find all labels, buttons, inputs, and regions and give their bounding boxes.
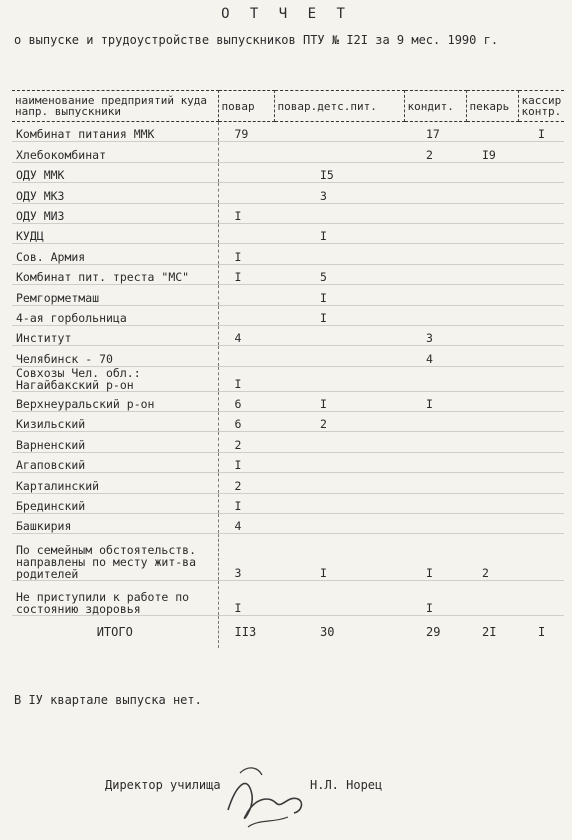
header-cook: повар [218, 91, 274, 122]
table-row [12, 162, 564, 182]
total-label: ИТОГО [12, 616, 218, 649]
value-cell: 3 [218, 534, 274, 581]
value-cell [466, 162, 518, 182]
value-cell [518, 412, 564, 432]
enterprise-name: Верхнеуральский р-он [12, 391, 218, 411]
value-cell: I [518, 122, 564, 142]
value-cell [466, 412, 518, 432]
table-row [12, 452, 564, 472]
value-cell [466, 223, 518, 243]
table-row [12, 412, 564, 432]
value-cell [518, 366, 564, 391]
value-cell: 2 [218, 473, 274, 493]
value-cell: I [404, 534, 466, 581]
total-cell: 2I [466, 616, 518, 649]
header-confectioner: кондит. [404, 91, 466, 122]
value-cell: I9 [466, 142, 518, 162]
table-row [12, 305, 564, 325]
value-cell [518, 493, 564, 513]
header-child-cook: повар.детс.пит. [274, 91, 404, 122]
value-cell [218, 305, 274, 325]
value-cell [274, 473, 404, 493]
enterprise-name: Комбинат питания ММК [12, 122, 218, 142]
header-cashier: кассир контр. [518, 91, 564, 122]
value-cell: 5 [274, 264, 404, 284]
value-cell [218, 223, 274, 243]
value-cell: I [274, 285, 404, 305]
value-cell [404, 264, 466, 284]
header-baker: пекарь [466, 91, 518, 122]
enterprise-name: Челябинск - 70 [12, 346, 218, 366]
signature-title: Директор училища [105, 778, 221, 792]
value-cell [218, 162, 274, 182]
enterprise-name: Не приступили к работе по состоянию здоровья [12, 581, 218, 616]
handwritten-signature-icon [218, 755, 313, 835]
value-cell [274, 346, 404, 366]
table-row [12, 473, 564, 493]
value-cell [274, 325, 404, 345]
total-cell: II3 [218, 616, 274, 649]
value-cell: 17 [404, 122, 466, 142]
value-cell [518, 244, 564, 264]
table-row [12, 346, 564, 366]
value-cell [466, 432, 518, 452]
value-cell [218, 346, 274, 366]
value-cell: 2 [466, 534, 518, 581]
value-cell [466, 244, 518, 264]
value-cell [518, 473, 564, 493]
value-cell [518, 581, 564, 616]
value-cell [404, 285, 466, 305]
enterprise-name: 4-ая горбольница [12, 305, 218, 325]
table-row [12, 325, 564, 345]
value-cell [404, 493, 466, 513]
value-cell: 2 [404, 142, 466, 162]
value-cell [518, 183, 564, 203]
value-cell [518, 391, 564, 411]
value-cell [404, 432, 466, 452]
report-table [12, 90, 564, 648]
value-cell [518, 203, 564, 223]
enterprise-name: Варненский [12, 432, 218, 452]
value-cell [404, 305, 466, 325]
header-enterprise: наименование предприятий куда напр. выпускники [12, 91, 218, 122]
enterprise-name: Брединский [12, 493, 218, 513]
value-cell [274, 142, 404, 162]
value-cell [404, 223, 466, 243]
table-row [12, 366, 564, 391]
value-cell: I [404, 391, 466, 411]
table-row [12, 142, 564, 162]
value-cell [466, 452, 518, 472]
value-cell: I [274, 223, 404, 243]
enterprise-name: ОДУ МКЗ [12, 183, 218, 203]
enterprise-name: ОДУ ММК [12, 162, 218, 182]
enterprise-name: По семейным обстоятельств. направлены по месту жит-ва родителей [12, 534, 218, 581]
value-cell [274, 122, 404, 142]
value-cell: I [218, 493, 274, 513]
value-cell [404, 473, 466, 493]
document-subtitle: о выпуске и трудоустройстве выпускников ПТУ № I2I за 9 мес. 1990 г. [14, 33, 499, 47]
table-row [12, 534, 564, 581]
value-cell: I [274, 391, 404, 411]
value-cell [218, 285, 274, 305]
enterprise-name: Хлебокомбинат [12, 142, 218, 162]
total-cell: 29 [404, 616, 466, 649]
value-cell [466, 473, 518, 493]
value-cell [466, 493, 518, 513]
document-title: О Т Ч Е Т [221, 6, 351, 22]
enterprise-name: Башкирия [12, 514, 218, 534]
value-cell: I [218, 366, 274, 391]
enterprise-name: Институт [12, 325, 218, 345]
value-cell [518, 264, 564, 284]
value-cell [274, 493, 404, 513]
value-cell [218, 142, 274, 162]
value-cell [218, 183, 274, 203]
value-cell [466, 203, 518, 223]
value-cell [404, 183, 466, 203]
value-cell: 2 [274, 412, 404, 432]
value-cell: 2 [218, 432, 274, 452]
value-cell [404, 203, 466, 223]
value-cell: I [274, 534, 404, 581]
value-cell [518, 285, 564, 305]
value-cell [466, 122, 518, 142]
footnote: В IУ квартале выпуска нет. [14, 693, 202, 707]
value-cell [518, 514, 564, 534]
value-cell [274, 432, 404, 452]
enterprise-name: Совхозы Чел. обл.: Нагайбакский р-он [12, 366, 218, 391]
value-cell [274, 452, 404, 472]
value-cell [274, 366, 404, 391]
value-cell [274, 514, 404, 534]
value-cell [518, 325, 564, 345]
total-cell: 30 [274, 616, 404, 649]
value-cell: I [218, 452, 274, 472]
table-row [12, 391, 564, 411]
value-cell [466, 183, 518, 203]
value-cell: 6 [218, 391, 274, 411]
value-cell [404, 452, 466, 472]
report-table-container [12, 90, 564, 648]
value-cell [404, 244, 466, 264]
value-cell [466, 346, 518, 366]
value-cell [404, 366, 466, 391]
value-cell: 4 [218, 514, 274, 534]
table-row [12, 514, 564, 534]
value-cell [518, 223, 564, 243]
table-header-row [12, 91, 564, 122]
value-cell [274, 244, 404, 264]
table-row [12, 493, 564, 513]
value-cell [404, 162, 466, 182]
value-cell [274, 203, 404, 223]
value-cell [274, 581, 404, 616]
value-cell: I [218, 264, 274, 284]
table-row [12, 203, 564, 223]
value-cell [518, 346, 564, 366]
value-cell: 6 [218, 412, 274, 432]
enterprise-name: Карталинский [12, 473, 218, 493]
table-row [12, 183, 564, 203]
value-cell: I [404, 581, 466, 616]
value-cell [466, 305, 518, 325]
value-cell: I [218, 244, 274, 264]
enterprise-name: Комбинат пит. треста "МС" [12, 264, 218, 284]
value-cell [466, 514, 518, 534]
value-cell [518, 142, 564, 162]
value-cell [466, 264, 518, 284]
value-cell: 3 [404, 325, 466, 345]
value-cell [404, 412, 466, 432]
table-body [12, 122, 564, 616]
value-cell [466, 325, 518, 345]
total-cell: I [518, 616, 564, 649]
enterprise-name: Агаповский [12, 452, 218, 472]
value-cell: 4 [218, 325, 274, 345]
table-row [12, 581, 564, 616]
value-cell [518, 534, 564, 581]
value-cell [518, 162, 564, 182]
value-cell [466, 581, 518, 616]
value-cell [466, 391, 518, 411]
table-row [12, 264, 564, 284]
value-cell [466, 366, 518, 391]
total-row [12, 616, 564, 649]
table-row [12, 223, 564, 243]
table-row [12, 285, 564, 305]
value-cell [466, 285, 518, 305]
enterprise-name: Кизильский [12, 412, 218, 432]
value-cell: 3 [274, 183, 404, 203]
value-cell: 4 [404, 346, 466, 366]
value-cell [518, 432, 564, 452]
value-cell [518, 305, 564, 325]
table-row [12, 244, 564, 264]
value-cell: I [274, 305, 404, 325]
enterprise-name: КУДЦ [12, 223, 218, 243]
table-row [12, 432, 564, 452]
value-cell [518, 452, 564, 472]
value-cell: I [218, 581, 274, 616]
enterprise-name: Сов. Армия [12, 244, 218, 264]
value-cell [404, 514, 466, 534]
value-cell: I [218, 203, 274, 223]
enterprise-name: Ремгорметмаш [12, 285, 218, 305]
table-row [12, 122, 564, 142]
enterprise-name: ОДУ МИЗ [12, 203, 218, 223]
signature-name: Н.Л. Норец [310, 778, 383, 792]
value-cell: I5 [274, 162, 404, 182]
value-cell: 79 [218, 122, 274, 142]
